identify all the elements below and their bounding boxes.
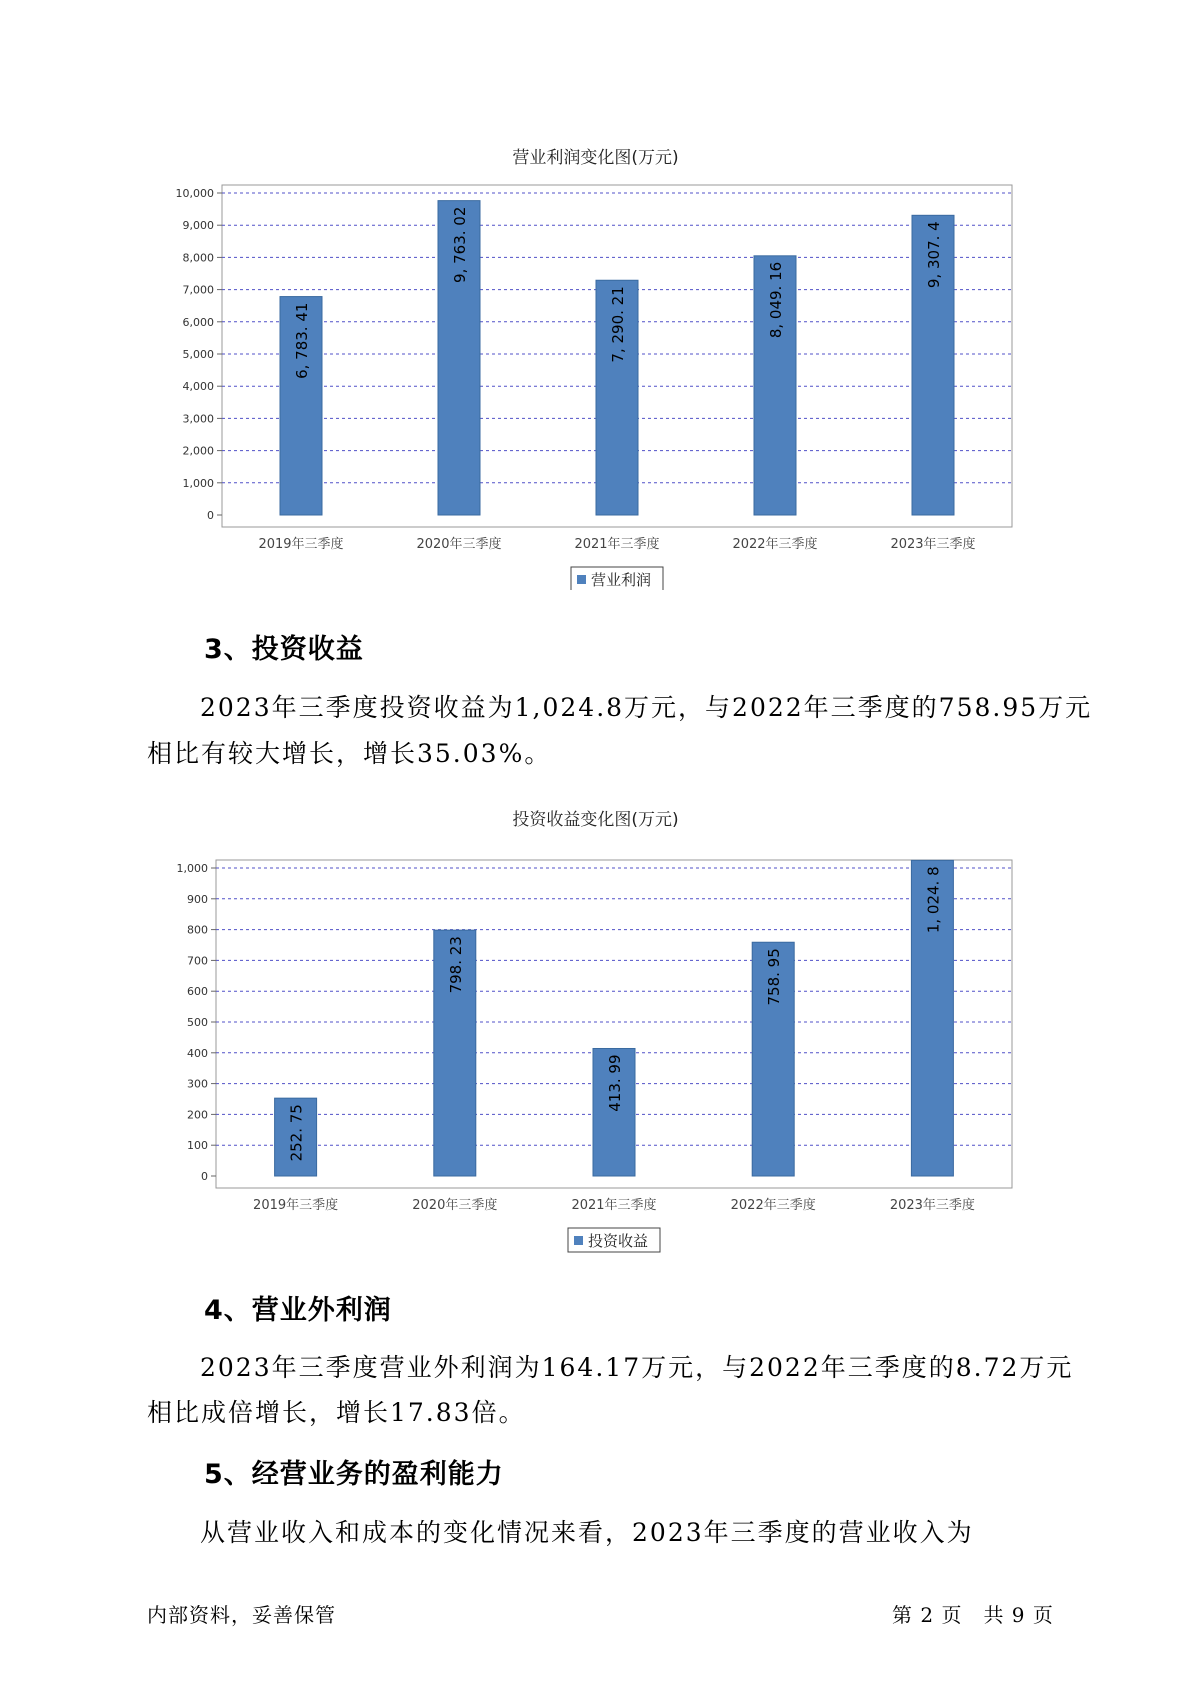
y-tick-label: 6,000	[182, 315, 214, 329]
footer-confidential-note: 内部资料，妥善保管	[147, 1603, 336, 1627]
section-heading: 4、营业外利润	[204, 1295, 392, 1326]
bar-value-label: 7, 290. 21	[609, 286, 627, 363]
operating-profit-chart	[0, 170, 1191, 590]
y-tick-label: 0	[207, 509, 214, 522]
footer-page-number: 第 2 页 共 9 页	[892, 1603, 1054, 1627]
x-tick-label: 2019年三季度	[253, 1198, 339, 1213]
paragraph-line: 从营业收入和成本的变化情况来看，2023年三季度的营业收入为	[200, 1518, 974, 1547]
bar-value-label: 1, 024. 8	[924, 866, 943, 934]
x-tick-label: 2022年三季度	[732, 537, 818, 552]
y-tick-label: 8,000	[182, 251, 214, 265]
legend-label: 投资收益	[588, 1232, 649, 1250]
bar-value-label: 758. 95	[765, 948, 784, 1006]
x-tick-label: 2019年三季度	[258, 537, 344, 552]
y-tick-label: 9,000	[182, 219, 214, 233]
y-tick-label: 1,000	[176, 862, 208, 875]
legend-swatch	[577, 575, 586, 584]
y-tick-label: 800	[187, 923, 208, 937]
y-tick-label: 600	[187, 985, 208, 999]
investment-income-chart	[0, 835, 1191, 1255]
x-tick-label: 2023年三季度	[889, 1198, 975, 1213]
y-tick-label: 4,000	[182, 380, 214, 394]
paragraph-line: 2023年三季度营业外利润为164.17万元，与2022年三季度的8.72万元	[200, 1353, 1074, 1382]
x-tick-label: 2021年三季度	[571, 1198, 657, 1213]
y-tick-label: 500	[187, 1016, 208, 1029]
y-tick-label: 200	[187, 1108, 208, 1122]
paragraph-line: 相比成倍增长，增长17.83倍。	[147, 1398, 526, 1427]
bar-value-label: 6, 783. 41	[293, 302, 311, 379]
legend-swatch	[574, 1236, 583, 1245]
bar-value-label: 9, 307. 4	[925, 221, 943, 289]
y-tick-label: 5,000	[182, 348, 214, 361]
section-heading: 5、经营业务的盈利能力	[204, 1459, 504, 1490]
y-tick-label: 900	[187, 892, 208, 906]
y-tick-label: 0	[201, 1170, 208, 1183]
chart-title: 投资收益变化图(万元)	[512, 810, 679, 830]
y-tick-label: 3,000	[182, 412, 214, 426]
bar-value-label: 9, 763. 02	[451, 206, 469, 283]
x-tick-label: 2023年三季度	[890, 537, 976, 552]
legend-label: 营业利润	[591, 571, 652, 589]
paragraph-line: 2023年三季度投资收益为1,024.8万元，与2022年三季度的758.95万元	[200, 693, 1093, 722]
y-tick-label: 400	[187, 1046, 208, 1060]
bar-value-label: 252. 75	[287, 1104, 306, 1162]
x-tick-label: 2020年三季度	[416, 537, 502, 552]
x-tick-label: 2020年三季度	[412, 1198, 498, 1213]
y-tick-label: 100	[187, 1139, 208, 1153]
y-tick-label: 7,000	[182, 283, 214, 297]
bar-value-label: 8, 049. 16	[767, 261, 785, 339]
y-tick-label: 700	[187, 954, 208, 968]
y-tick-label: 2,000	[182, 444, 214, 458]
y-tick-label: 300	[187, 1077, 208, 1091]
bar-value-label: 798. 23	[446, 936, 465, 994]
y-tick-label: 10,000	[175, 187, 214, 200]
bar-value-label: 413. 99	[606, 1054, 624, 1112]
chart-title: 营业利润变化图(万元)	[512, 148, 679, 168]
y-tick-label: 1,000	[182, 476, 214, 490]
x-tick-label: 2022年三季度	[730, 1198, 816, 1213]
section-heading: 3、投资收益	[204, 634, 364, 665]
x-tick-label: 2021年三季度	[574, 537, 660, 552]
paragraph-line: 相比有较大增长，增长35.03%。	[147, 739, 552, 768]
